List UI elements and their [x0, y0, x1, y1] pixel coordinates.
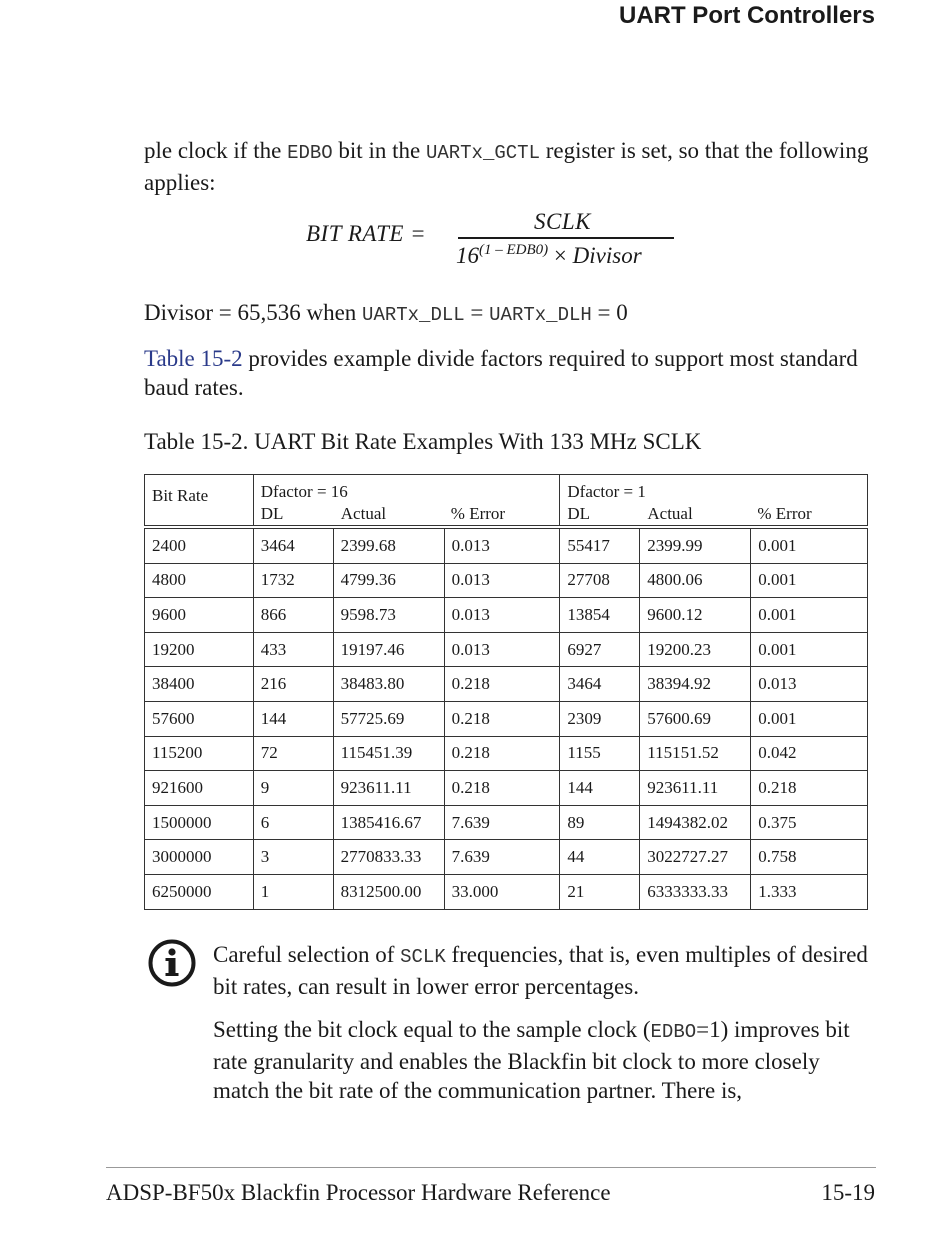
bit-rate-formula — [306, 205, 686, 275]
error16-cell: 0.218 — [444, 771, 560, 806]
note2-text-1: Setting the bit clock equal to the sample clock ( — [213, 1017, 651, 1042]
note1-text-1: Careful selection of — [213, 942, 401, 967]
error1-cell: 0.013 — [751, 667, 868, 702]
dl16-cell: 72 — [253, 736, 333, 771]
bit-rate-cell: 115200 — [145, 736, 254, 771]
footer-divider — [106, 1167, 876, 1168]
bit-rate-cell: 4800 — [145, 563, 254, 598]
actual1-cell: 115151.52 — [640, 736, 751, 771]
actual1-cell: 1494382.02 — [640, 805, 751, 840]
register-name-dll: UARTx_DLL — [362, 304, 465, 326]
error1-cell: 0.001 — [751, 598, 868, 633]
error16-cell: 7.639 — [444, 840, 560, 875]
error16-cell: 0.218 — [444, 667, 560, 702]
dl16-cell: 144 — [253, 701, 333, 736]
footer-title: ADSP-BF50x Blackfin Processor Hardware Reference — [106, 1180, 611, 1205]
table-row — [145, 598, 868, 633]
dl16-cell: 216 — [253, 667, 333, 702]
divisor-text-1: Divisor = 65,536 when — [144, 300, 363, 325]
dl1-cell: 55417 — [560, 527, 640, 563]
actual16-cell: 115451.39 — [333, 736, 444, 771]
error16-cell: 0.013 — [444, 563, 560, 598]
register-name-dlh: UARTx_DLH — [489, 304, 592, 326]
table-link[interactable]: Table 15-2 — [144, 346, 243, 371]
table-header-row — [145, 475, 868, 528]
actual16-cell: 2399.68 — [333, 527, 444, 563]
bit-rate-cell: 1500000 — [145, 805, 254, 840]
formula-numerator: SCLK — [534, 209, 591, 234]
actual1-cell: 38394.92 — [640, 667, 751, 702]
dl1-cell: 21 — [560, 874, 640, 909]
error1-cell: 1.333 — [751, 874, 868, 909]
dl1-cell: 13854 — [560, 598, 640, 633]
actual16-cell: 2770833.33 — [333, 840, 444, 875]
actual1-cell: 3022727.27 — [640, 840, 751, 875]
bit-rate-cell: 6250000 — [145, 874, 254, 909]
actual16-cell: 1385416.67 — [333, 805, 444, 840]
actual16-cell: 57725.69 — [333, 701, 444, 736]
divisor-text-3: = 0 — [591, 300, 628, 325]
header-error-2: % Error — [757, 504, 812, 523]
note2-code: EDBO — [650, 1021, 697, 1043]
error16-cell: 0.013 — [444, 527, 560, 563]
table-reference-paragraph — [144, 344, 879, 402]
error1-cell: 0.758 — [751, 840, 868, 875]
dl1-cell: 3464 — [560, 667, 640, 702]
dl1-cell: 44 — [560, 840, 640, 875]
table-row — [145, 701, 868, 736]
error1-cell: 0.042 — [751, 736, 868, 771]
actual16-cell: 38483.80 — [333, 667, 444, 702]
error16-cell: 0.013 — [444, 632, 560, 667]
note1-code: SCLK — [400, 946, 446, 968]
dl1-cell: 27708 — [560, 563, 640, 598]
dl16-cell: 433 — [253, 632, 333, 667]
actual1-cell: 57600.69 — [640, 701, 751, 736]
bit-rate-table — [144, 474, 868, 910]
actual1-cell: 4800.06 — [640, 563, 751, 598]
dl16-cell: 1 — [253, 874, 333, 909]
bit-rate-cell: 2400 — [145, 527, 254, 563]
table-row — [145, 805, 868, 840]
header-dfactor-1 — [560, 475, 868, 528]
bit-rate-cell: 57600 — [145, 701, 254, 736]
header-actual-2: Actual — [647, 504, 693, 523]
den-exponent: (1 – EDB0) — [479, 242, 549, 258]
intro-paragraph — [144, 136, 879, 197]
intro-text-2: bit in the — [332, 138, 426, 163]
bit-rate-cell: 38400 — [145, 667, 254, 702]
running-header: UART Port Controllers — [618, 2, 875, 29]
bit-rate-cell: 19200 — [145, 632, 254, 667]
table-row — [145, 632, 868, 667]
error16-cell: 33.000 — [444, 874, 560, 909]
table-row — [145, 874, 868, 909]
bit-rate-cell: 3000000 — [145, 840, 254, 875]
error16-cell: 0.218 — [444, 701, 560, 736]
dl1-cell: 6927 — [560, 632, 640, 667]
error1-cell: 0.218 — [751, 771, 868, 806]
bit-rate-cell: 921600 — [145, 771, 254, 806]
register-name-gctl: UARTx_GCTL — [425, 142, 540, 164]
actual1-cell: 6333333.33 — [640, 874, 751, 909]
dl16-cell: 1732 — [253, 563, 333, 598]
table-reference-text: provides example divide factors required to support most standard baud rates. — [144, 346, 858, 400]
actual16-cell: 923611.11 — [333, 771, 444, 806]
register-bit-edbo: EDBO — [287, 142, 333, 164]
note-paragraph-2 — [213, 1015, 873, 1105]
table-row — [145, 736, 868, 771]
table-caption: Table 15-2. UART Bit Rate Examples With 133 MHz SCLK — [144, 429, 702, 454]
error16-cell: 7.639 — [444, 805, 560, 840]
header-dl-1: DL — [260, 504, 284, 523]
den-base: 16 — [456, 243, 479, 268]
error1-cell: 0.001 — [751, 563, 868, 598]
actual1-cell: 2399.99 — [640, 527, 751, 563]
dl1-cell: 89 — [560, 805, 640, 840]
dl16-cell: 3 — [253, 840, 333, 875]
note2-text-2: =1) improves bit rate granularity and enables the Blackfin bit clock to more closely match the bit rate of the communication partner. There is, — [213, 1017, 850, 1103]
error1-cell: 0.001 — [751, 701, 868, 736]
formula-denominator — [456, 242, 642, 269]
den-times: × — [553, 243, 567, 268]
table-row — [145, 527, 868, 563]
actual1-cell: 19200.23 — [640, 632, 751, 667]
bit-rate-cell: 9600 — [145, 598, 254, 633]
header-dl-2: DL — [567, 504, 591, 523]
error1-cell: 0.001 — [751, 632, 868, 667]
formula-lhs: BIT RATE = — [306, 221, 427, 246]
page-number: 15-19 — [821, 1180, 875, 1205]
header-actual-1: Actual — [340, 504, 387, 523]
table-row — [145, 771, 868, 806]
table-row — [145, 563, 868, 598]
header-bit-rate: Bit Rate — [145, 475, 254, 528]
dl16-cell: 866 — [253, 598, 333, 633]
actual1-cell: 923611.11 — [640, 771, 751, 806]
dl16-cell: 6 — [253, 805, 333, 840]
error16-cell: 0.218 — [444, 736, 560, 771]
intro-text-1: ple clock if the — [144, 138, 288, 163]
actual1-cell: 9600.12 — [640, 598, 751, 633]
header-group-2-label: Dfactor = 1 — [567, 482, 646, 501]
error1-cell: 0.001 — [751, 527, 868, 563]
intro-text-3: register is set, so that the following applies: — [144, 138, 869, 195]
den-divisor: Divisor — [572, 243, 642, 268]
info-icon — [147, 938, 197, 988]
actual16-cell: 9598.73 — [333, 598, 444, 633]
header-dfactor-16 — [253, 475, 560, 528]
note1-text-2: frequencies, that is, even multiples of desired bit rates, can result in lower error percentages. — [213, 942, 868, 999]
dl16-cell: 3464 — [253, 527, 333, 563]
dl1-cell: 2309 — [560, 701, 640, 736]
header-group-1-label: Dfactor = 16 — [260, 482, 348, 501]
error1-cell: 0.375 — [751, 805, 868, 840]
dl1-cell: 1155 — [560, 736, 640, 771]
actual16-cell: 8312500.00 — [333, 874, 444, 909]
dl1-cell: 144 — [560, 771, 640, 806]
divisor-text-2: = — [464, 300, 490, 325]
header-error-1: % Error — [450, 504, 506, 523]
actual16-cell: 4799.36 — [333, 563, 444, 598]
error16-cell: 0.013 — [444, 598, 560, 633]
table-row — [145, 840, 868, 875]
actual16-cell: 19197.46 — [333, 632, 444, 667]
fraction-bar — [458, 237, 674, 239]
table-row — [145, 667, 868, 702]
note-paragraph-1 — [213, 940, 873, 1001]
dl16-cell: 9 — [253, 771, 333, 806]
divisor-line — [144, 298, 879, 330]
